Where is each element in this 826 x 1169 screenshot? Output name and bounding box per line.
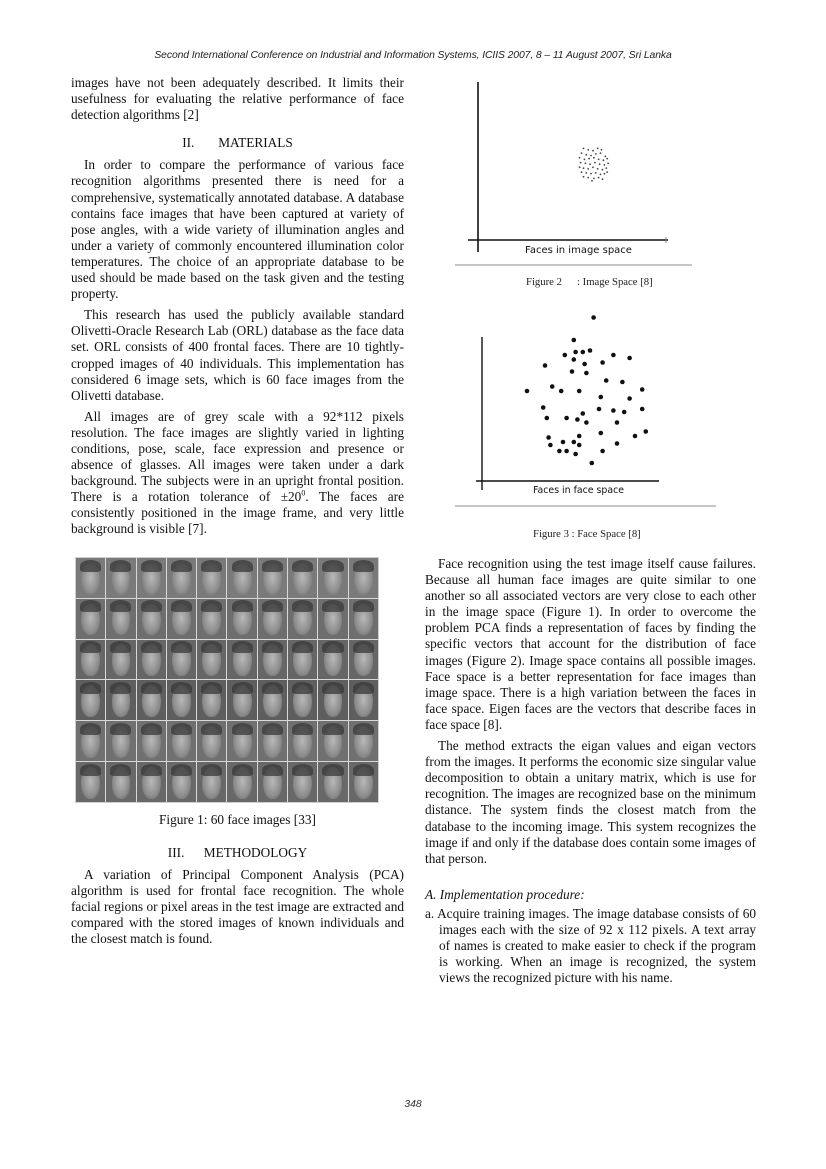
face-thumbnail xyxy=(288,762,317,802)
fig3-point xyxy=(573,350,578,355)
fig2-point xyxy=(602,169,604,171)
fig3-point xyxy=(599,431,604,436)
face-thumbnail xyxy=(288,558,317,598)
fig2-point xyxy=(604,173,606,175)
figures-scatter xyxy=(0,0,826,560)
fig3-point xyxy=(584,420,589,425)
paragraph-text: All images are of grey scale with a 92*112 pixels resolution. The face images are slightly varied in lighting conditions, pose, scale, face expression and presence or absence of glasses. All images were taken under a dark background. The subjects were in an upright frontal position. There is a rotation tolerance of ±20 xyxy=(71,408,404,505)
fig3-point xyxy=(582,362,587,367)
fig2-point xyxy=(581,152,583,154)
paragraph: A variation of Principal Component Analysis (PCA) algorithm is used for frontal face recognition. The whole facial regions or pixel areas in the test image are extracted and compared with the stored images of known individuals and the closest match is found. xyxy=(71,867,404,947)
fig3-point xyxy=(525,389,530,394)
fig2-caption-label: Figure 2 xyxy=(526,276,562,288)
face-thumbnail xyxy=(227,762,256,802)
section-title: MATERIALS xyxy=(218,135,293,151)
fig3-point xyxy=(559,389,564,394)
fig3-point xyxy=(546,435,551,440)
face-thumbnail xyxy=(76,721,105,761)
face-thumbnail xyxy=(106,558,135,598)
fig2-caption-text: : Image Space [8] xyxy=(577,276,653,288)
fig2-point xyxy=(590,155,592,157)
fig3-caption: Figure 3 : Face Space [8] xyxy=(533,528,641,540)
fig3-point xyxy=(590,461,595,466)
face-thumbnail xyxy=(258,558,287,598)
face-thumbnail xyxy=(349,721,378,761)
face-thumbnail xyxy=(76,599,105,639)
fig2-point xyxy=(587,177,589,179)
face-thumbnail xyxy=(258,599,287,639)
list-item xyxy=(425,906,756,986)
intro-paragraph: images have not been adequately described. It limits their usefulness for evaluating the relative performance of face detection algorithms [2] xyxy=(71,75,404,123)
fig2-point xyxy=(580,162,582,164)
fig3-point xyxy=(599,395,604,400)
fig3-point xyxy=(564,416,569,421)
fig3-point xyxy=(597,407,602,412)
figure1-caption: Figure 1: 60 face images [33] xyxy=(159,812,316,827)
face-thumbnail xyxy=(76,558,105,598)
fig2-point xyxy=(595,153,597,155)
fig3-point xyxy=(611,408,616,413)
fig3-point xyxy=(550,384,555,389)
fig2-point xyxy=(585,154,587,156)
fig3-point xyxy=(575,417,580,422)
subsection-heading: A. Implementation procedure: xyxy=(425,886,585,902)
face-thumbnail xyxy=(106,640,135,680)
fig3-point xyxy=(584,371,589,376)
face-thumbnail xyxy=(197,599,226,639)
fig2-point xyxy=(584,159,586,161)
fig2-point xyxy=(599,163,601,165)
fig3-point xyxy=(541,405,546,410)
face-thumbnail xyxy=(137,640,166,680)
section-title: METHODOLOGY xyxy=(203,845,308,860)
fig3-point xyxy=(591,315,596,320)
face-thumbnail xyxy=(137,558,166,598)
fig2-point xyxy=(592,150,594,152)
face-thumbnail xyxy=(349,558,378,598)
face-thumbnail xyxy=(318,680,347,720)
fig3-point xyxy=(640,387,645,392)
fig3-point xyxy=(633,434,638,439)
face-thumbnail xyxy=(288,721,317,761)
paragraph-text: . The faces are consistently positioned in the image frame, and very little background is visible [7]. xyxy=(71,489,404,537)
fig2-point xyxy=(597,148,599,150)
face-thumbnail xyxy=(318,640,347,680)
fig2-point xyxy=(592,166,594,168)
face-thumbnail xyxy=(106,599,135,639)
fig3-point xyxy=(600,360,605,365)
figure-face-grid xyxy=(75,557,379,803)
fig3-point xyxy=(572,440,577,445)
fig2-point xyxy=(600,174,602,176)
fig2-point xyxy=(593,157,595,159)
face-thumbnail xyxy=(197,680,226,720)
fig3-point xyxy=(572,338,577,343)
paragraph: Face recognition using the test image itself cause failures. Because all human face images are quite similar to one another so all associated vectors are very close to each other in the image space (Figure 1). In order to overcome the problem PCA finds a representation of faces by finding the specific vectors that account for the distribution of face images (Figure 2). Image space contains all possible images. Face space is a better representation for face images than image space. There is a high variation between the faces in face space. Eigen faces are the vectors that describe faces in face space [8]. xyxy=(425,556,756,732)
fig3-point xyxy=(600,449,605,454)
face-thumbnail xyxy=(106,762,135,802)
face-thumbnail xyxy=(227,640,256,680)
fig3-point xyxy=(640,407,645,412)
fig3-point xyxy=(561,440,566,445)
face-thumbnail xyxy=(227,721,256,761)
fig2-point xyxy=(606,158,608,160)
face-thumbnail xyxy=(318,762,347,802)
fig2-point xyxy=(589,163,591,165)
paragraph: This research has used the publicly available standard Olivetti-Oracle Research Lab (ORL) database as the face data set. ORL consists of 400 frontal faces. There are 10 tightly-cropped images of 40 individuals. This implementation has considered 6 image sets, which is 60 face images from the Olivetti database. xyxy=(71,307,404,403)
fig3-point xyxy=(620,380,625,385)
paragraph: In order to compare the performance of various face recognition algorithms presented there is need for a comprehensive, systematically annotated database. A database contains face images that have been captured at variety of pose angles, with a wide variety of illumination angles and under a variety of commonly encountered illumination color temperatures. The choice of an appropriate database to be used should be made based on the task given and the testing property. xyxy=(71,157,404,302)
face-thumbnail xyxy=(197,558,226,598)
fig2-point xyxy=(595,172,597,174)
fig3-point xyxy=(615,420,620,425)
face-thumbnail xyxy=(349,640,378,680)
fig2-point xyxy=(603,159,605,161)
left-column-methodology xyxy=(71,845,404,953)
fig3-point xyxy=(627,356,632,361)
face-thumbnail xyxy=(349,599,378,639)
section-number: III. xyxy=(167,845,185,860)
face-thumbnail xyxy=(227,558,256,598)
page-number: 348 xyxy=(404,1099,422,1110)
fig3-points xyxy=(525,315,648,465)
face-thumbnail xyxy=(167,762,196,802)
face-thumbnail xyxy=(197,762,226,802)
fig3-point xyxy=(548,443,553,448)
figure3-face-space xyxy=(455,315,716,540)
face-thumbnail xyxy=(137,762,166,802)
face-thumbnail xyxy=(227,599,256,639)
fig3-point xyxy=(545,416,550,421)
fig3-axis-label: Faces in face space xyxy=(533,485,625,496)
fig2-point xyxy=(598,159,600,161)
face-thumbnail xyxy=(106,721,135,761)
section-number: II. xyxy=(182,135,195,151)
fig2-axis-label: Faces in image space xyxy=(525,245,632,256)
fig2-point xyxy=(593,178,595,180)
fig3-point xyxy=(577,443,582,448)
face-thumbnail xyxy=(258,640,287,680)
fig2-point xyxy=(579,166,581,168)
face-thumbnail xyxy=(258,762,287,802)
fig2-point xyxy=(585,163,587,165)
fig3-point xyxy=(577,389,582,394)
fig3-point xyxy=(604,378,609,383)
face-thumbnail xyxy=(288,599,317,639)
fig2-point xyxy=(587,149,589,151)
face-thumbnail xyxy=(167,721,196,761)
fig3-point xyxy=(588,348,593,353)
fig3-point xyxy=(627,396,632,401)
fig3-point xyxy=(557,449,562,454)
list-item-text: Acquire training images. The image database consists of 60 images each with the size of 92 x 112 pixels. A text array of names is created to make easier to check if the program is working. When an image is recognized, the system views the recognized picture with his name. xyxy=(437,905,756,986)
face-thumbnail xyxy=(318,721,347,761)
fig2-point xyxy=(604,155,606,157)
running-header: Second International Conference on Industrial and Information Systems, ICIIS 2007, 8 – 11 August 2007, Sri Lanka xyxy=(154,50,672,61)
fig2-point xyxy=(583,148,585,150)
fig2-point xyxy=(590,173,592,175)
right-column xyxy=(425,556,756,986)
fig3-point xyxy=(581,411,586,416)
fig3-point xyxy=(564,449,569,454)
fig2-point xyxy=(604,164,606,166)
face-thumbnail xyxy=(197,721,226,761)
face-thumbnail xyxy=(76,640,105,680)
fig3-point xyxy=(573,452,578,457)
fig2-point xyxy=(581,171,583,173)
face-thumbnail xyxy=(137,680,166,720)
face-thumbnail xyxy=(288,640,317,680)
fig2-point xyxy=(585,172,587,174)
fig3-point xyxy=(611,353,616,358)
fig2-point xyxy=(591,180,593,182)
fig2-point xyxy=(587,168,589,170)
fig2-point xyxy=(602,178,604,180)
face-thumbnail xyxy=(197,640,226,680)
fig3-point xyxy=(644,429,649,434)
paragraph: The method extracts the eigan values and eigan vectors from the images. It performs the economic size singular value decomposition to obtain a unitary matrix, which is use for recognition. The images are recognized base on the minimum distance. The system finds the closest match from the database to the incoming image. This system recognizes the image if and only if the database does contain some images of that person. xyxy=(425,738,756,866)
face-thumbnail xyxy=(76,762,105,802)
fig2-point xyxy=(601,149,603,151)
fig2-point xyxy=(583,167,585,169)
fig2-point xyxy=(605,167,607,169)
fig2-point xyxy=(606,171,608,173)
face-thumbnail xyxy=(349,762,378,802)
face-thumbnail xyxy=(167,680,196,720)
face-thumbnail xyxy=(227,680,256,720)
fig3-point xyxy=(615,441,620,446)
fig2-point xyxy=(600,152,602,154)
face-thumbnail xyxy=(258,680,287,720)
fig3-point xyxy=(581,350,586,355)
list-marker: a. xyxy=(425,905,435,921)
face-thumbnail xyxy=(137,599,166,639)
fig2-point xyxy=(597,168,599,170)
face-thumbnail xyxy=(258,721,287,761)
face-thumbnail xyxy=(288,680,317,720)
fig2-point xyxy=(588,158,590,160)
face-thumbnail xyxy=(349,680,378,720)
face-thumbnail xyxy=(318,599,347,639)
face-thumbnail xyxy=(76,680,105,720)
face-thumbnail xyxy=(318,558,347,598)
fig3-point xyxy=(570,369,575,374)
figure2-image-space xyxy=(455,82,692,288)
fig2-points xyxy=(579,148,609,182)
face-thumbnail xyxy=(167,599,196,639)
fig3-point xyxy=(577,434,582,439)
fig2-point xyxy=(598,177,600,179)
fig3-point xyxy=(563,353,568,358)
fig2-point xyxy=(594,162,596,164)
face-thumbnail xyxy=(167,558,196,598)
face-thumbnail xyxy=(106,680,135,720)
fig3-point xyxy=(543,363,548,368)
fig2-point xyxy=(579,157,581,159)
face-thumbnail xyxy=(137,721,166,761)
fig2-point xyxy=(607,163,609,165)
section-heading-methodology xyxy=(71,845,404,861)
fig3-point xyxy=(572,357,577,362)
superscript: 0 xyxy=(301,488,306,498)
face-thumbnail xyxy=(167,640,196,680)
fig2-point xyxy=(583,176,585,178)
fig3-point xyxy=(622,410,627,415)
